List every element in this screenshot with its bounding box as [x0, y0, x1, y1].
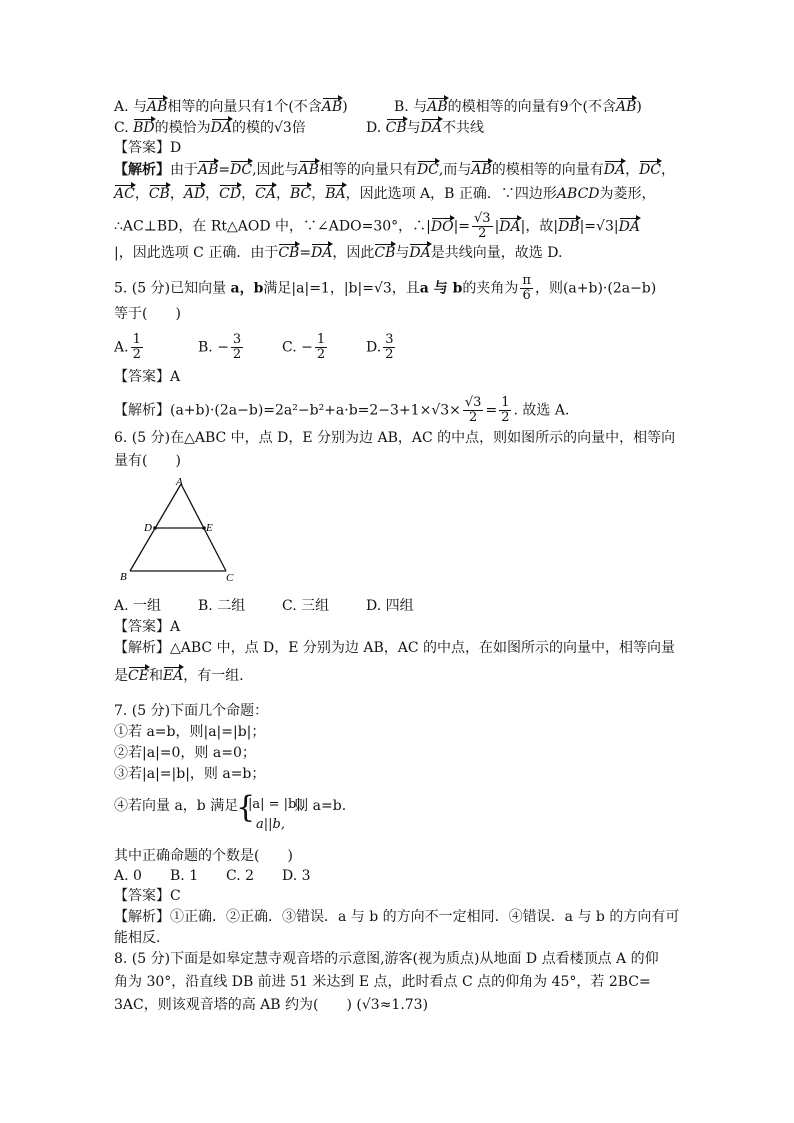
q4-explanation-line-4: |，因此选项 C 正确．由于CB=DA，因此CB与DA是共线向量，故选 D. [114, 245, 563, 261]
q7-system-line-2: a||b, [256, 817, 285, 832]
q6-option-d: D. 四组 [366, 598, 414, 614]
q5-stem-line-2: 等于( ) [114, 306, 181, 322]
system-brace: { [236, 790, 256, 825]
q7-option-d: D. 3 [282, 868, 311, 884]
q7-proposition-1: ①若 a=b，则|a|=|b|； [114, 724, 266, 740]
q6-option-c: C. 三组 [282, 598, 330, 614]
q5-answer: 【答案】A [114, 369, 181, 385]
q4-option-a: A. 与AB相等的向量只有1个(不含AB) [114, 99, 348, 115]
q4-option-d: D. CB与DA不共线 [366, 120, 484, 136]
q7-option-b: B. 1 [170, 868, 199, 884]
fraction-pi-over-6: $\frac{\pi}{6}$ [522, 273, 531, 303]
q8-stem-line-1: 8. (5 分)下面是如皋定慧寺观音塔的示意图,游客(视为质点)从地面 D 点看楼顶点 A 的仰 [114, 951, 659, 967]
q7-option-a: A. 0 [114, 868, 142, 884]
point-d [153, 526, 157, 530]
q7-proposition-4: ④若向量 a，b 满足 则 a=b. [114, 798, 347, 814]
q5-stem-line-1: 5. (5 分)已知向量 a，b满足|a|=1，|b|=√3，且a 与 b的夹角为 $\frac{\pi}{6}$ ，则(a+b)·(2a−b) [114, 273, 657, 303]
q7-option-c: C. 2 [226, 868, 255, 884]
q8-stem-line-2: 角为 30°，沿直线 DB 前进 51 米达到 E 点，此时看点 C 点的仰角为 45°，若 2BC= [114, 974, 651, 990]
q4-option-row-1 [114, 97, 348, 116]
q5-option-b: B. − $\frac{3}{2}$ [198, 332, 242, 362]
label-d: D [144, 522, 152, 534]
q7-proposition-3: ③若|a|=|b|，则 a=b； [114, 766, 266, 782]
q7-system-line-1: |a| = |b|, [248, 797, 305, 812]
q6-explanation-line-1: 【解析】△ABC 中，点 D，E 分别为边 AB，AC 的中点，在如图所示的向量中，相等向量 [114, 640, 676, 656]
label-b: B [120, 571, 127, 583]
q7-answer: 【答案】C [114, 888, 181, 904]
label-c: C [226, 572, 234, 584]
q7-proposition-2: ②若|a|=0，则 a=0； [114, 745, 256, 761]
q7-explanation-line-1: 【解析】①正确．②正确．③错误．a 与 b 的方向不一定相同．④错误．a 与 b 的方向有可 [114, 909, 680, 925]
q4-answer: 【答案】D [114, 140, 182, 156]
q6-option-a: A. 一组 [114, 598, 162, 614]
q7-stem: 7. (5 分)下面几个命题： [114, 703, 269, 719]
q5-option-a: A. $\frac{1}{2}$ [114, 332, 141, 362]
q7-explanation-line-2: 能相反． [114, 930, 170, 946]
q4-option-c: C. BD的模恰为DA的模的√3倍 [114, 120, 306, 136]
q5-option-d: D. $\frac{3}{2}$ [366, 332, 394, 362]
q6-stem-line-1: 6. (5 分)在△ABC 中，点 D，E 分别为边 AB，AC 的中点，则如图所示的向量中，相等向 [114, 430, 676, 446]
q6-stem-line-2: 量有( ) [114, 453, 181, 469]
q4-explanation-line-3: ∴AC⊥BD，在 Rt△AOD 中，∵∠ADO=30°，∴|DO|= $\frac{√3}{2}$ |DA|，故|DB|=√3|DA [114, 211, 640, 241]
triangle-figure [116, 474, 246, 586]
q4-explanation-line-1: 【解析】由于AB=DC,因此与AB相等的向量只有DC,而与AB的模相等的向量有DA，DC， [114, 162, 676, 178]
q8-stem-line-3: 3AC，则该观音塔的高 AB 约为( ) (√3≈1.73) [114, 997, 429, 1013]
q6-explanation-line-2: 是CE和EA，有一组． [114, 668, 254, 684]
q4-option-b: B. 与AB的模相等的向量有9个(不含AB) [394, 99, 642, 115]
q4-explanation-line-2: AC，CB，AD，CD，CA，BC，BA，因此选项 A，B 正确．∵四边形ABCD为菱形， [114, 186, 656, 202]
q5-option-c: C. − $\frac{1}{2}$ [282, 332, 326, 362]
label-e: E [206, 522, 213, 534]
label-a: A [176, 476, 183, 488]
q7-question: 其中正确命题的个数是( ) [114, 848, 293, 864]
q6-answer: 【答案】A [114, 619, 181, 635]
fraction-sqrt3-over-2: $\frac{√3}{2}$ [474, 211, 491, 241]
q6-option-b: B. 二组 [198, 598, 246, 614]
q5-explanation: 【解析】(a+b)·(2a−b)=2a²−b²+a·b=2−3+1×√3× $\frac{√3}{2}$ = $\frac{1}{2}$ . 故选 A. [114, 395, 570, 425]
